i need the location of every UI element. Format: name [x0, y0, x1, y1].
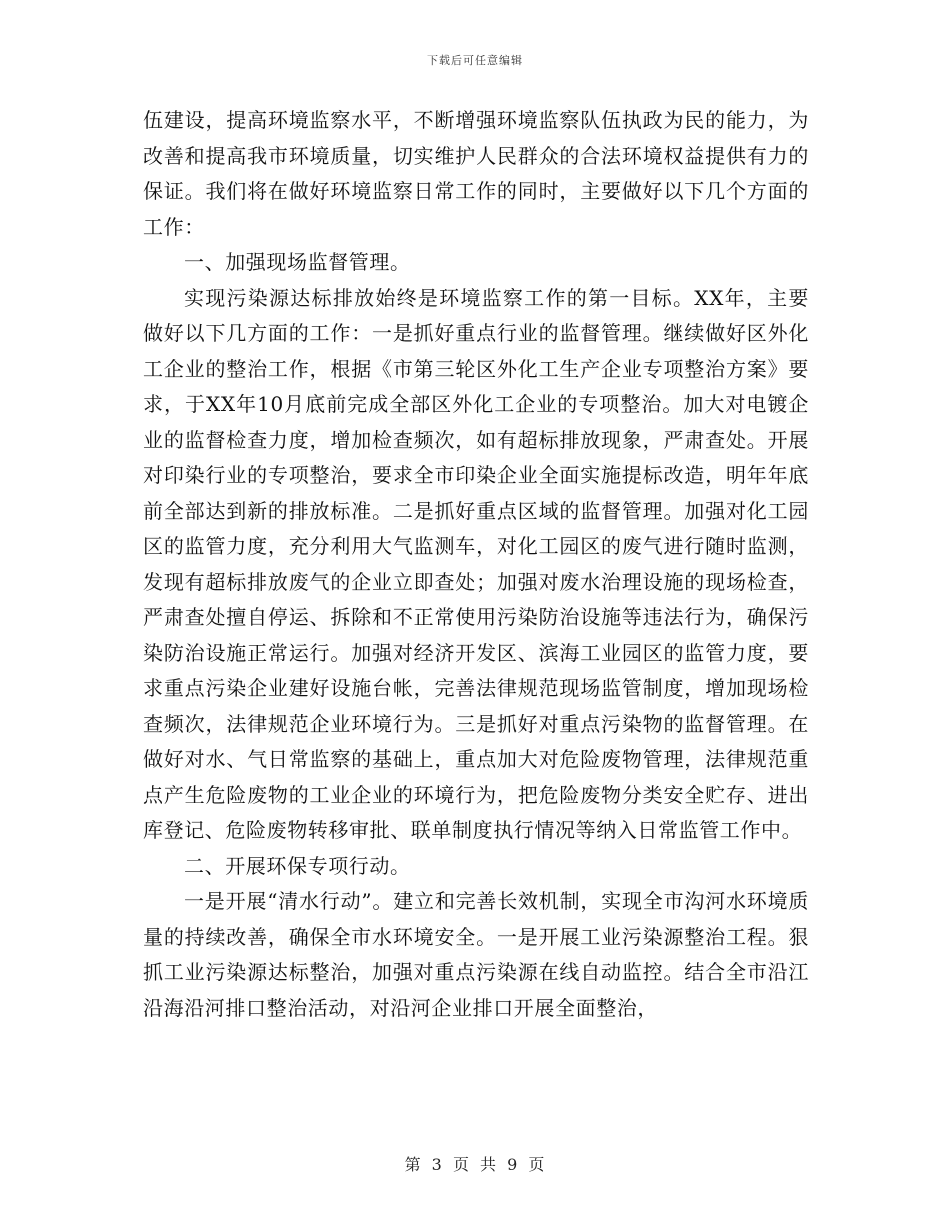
paragraph-section-2: 一是开展“清水行动”。建立和完善长效机制，实现全市沟河水环境质量的持续改善，确保全市水环境安全。一是开展工业污染源整治工程。狠抓工业污染源达标整治，加强对重点污染源在线自动监控。结合全市沿江沿海沿河排口整治活动，对沿河企业排口开展全面整治，: [143, 889, 809, 1020]
paragraph-section-1: 实现污染源达标排放始终是环境监察工作的第一目标。XX年，主要做好以下几方面的工作：一是抓好重点行业的监督管理。继续做好区外化工企业的整治工作，根据《市第三轮区外化工生产企业专项整治方案》要求，于XX年10月底前完成全部区外化工企业的专项整治。加大对电镀企业的监督检查力度，增加检查频次，如有超标排放现象，严肃查处。开展对印染行业的专项整治，要求全市印染企业全面实施提标改造，明年年底前全部达到新的排放标准。二是抓好重点区域的监督管理。加强对化工园区的监管力度，充分利用大气监测车，对化工园区的废气进行随时监测，发现有超标排放废气的企业立即查处；加强对废水治理设施的现场检查，严肃查处擅自停运、拆除和不正常使用污染防治设施等违法行为，确保污染防治设施正常运行。加强对经济开发区、滨海工业园区的监管力度，要求重点污染企业建好设施台帐，完善法律规范现场监管制度，增加现场检查频次，法律规范企业环境行为。三是抓好对重点污染物的监督管理。在做好对水、气日常监察的基础上，重点加大对危险废物管理，法律规范重点产生危险废物的工业企业的环境行为，把危险废物分类安全贮存、进出库登记、危险废物转移审批、联单制度执行情况等纳入日常监管工作中。: [143, 285, 809, 842]
page-number: 第 3 页 共 9 页: [404, 1155, 546, 1174]
section-heading-2: 二、开展环保专项行动。: [184, 853, 411, 878]
header-note: 下载后可任意编辑: [427, 54, 523, 67]
paragraph-intro-continued: 伍建设，提高环境监察水平，不断增强环境监察队伍执政为民的能力，为改善和提高我市环境质量，切实维护人民群众的合法环境权益提供有力的保证。我们将在做好环境监察日常工作的同时，主要做好以下几个方面的工作：: [143, 108, 809, 239]
document-body: [143, 103, 809, 1026]
section-heading-1: 一、加强现场监督管理。: [184, 250, 411, 274]
